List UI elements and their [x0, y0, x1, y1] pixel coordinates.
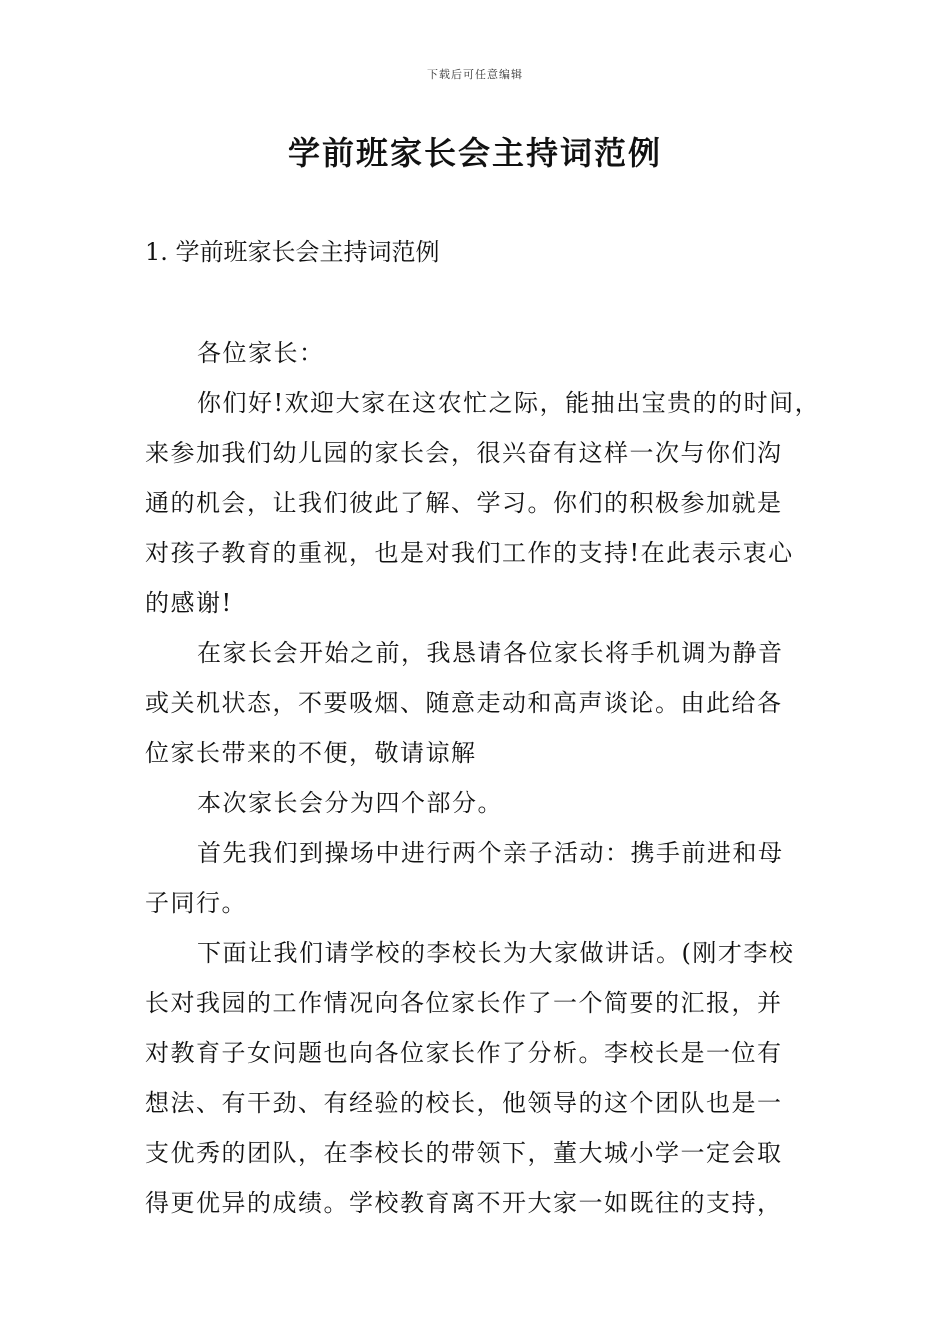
- text-line: 通的机会，让我们彼此了解、学习。你们的积极参加就是: [145, 489, 783, 517]
- text-line: 对孩子教育的重视，也是对我们工作的支持!在此表示衷心: [145, 539, 794, 567]
- text-line: 位家长带来的不便，敬请谅解: [145, 739, 477, 767]
- paragraph-activities: [145, 828, 815, 928]
- text-line: 支优秀的团队，在李校长的带领下，董大城小学一定会取: [145, 1139, 783, 1167]
- text-line: 首先我们到操场中进行两个亲子活动：携手前进和母: [197, 839, 784, 867]
- text-line: 对教育子女问题也向各位家长作了分析。李校长是一位有: [145, 1039, 783, 1067]
- text-line: 下面让我们请学校的李校长为大家做讲话。(刚才李校: [197, 939, 795, 967]
- text-line: 得更优异的成绩。学校教育离不开大家一如既往的支持，: [145, 1189, 783, 1217]
- text-line: 各位家长：: [197, 339, 325, 367]
- text-line: 本次家长会分为四个部分。: [197, 789, 503, 817]
- header-note: 下载后可任意编辑: [427, 68, 523, 81]
- text-line: 子同行。: [145, 889, 247, 917]
- section-heading: 1. 学前班家长会主持词范例: [145, 238, 440, 266]
- text-line: 或关机状态，不要吸烟、随意走动和高声谈论。由此给各: [145, 689, 783, 717]
- paragraph-agenda: [145, 778, 815, 828]
- text-line: 想法、有干劲、有经验的校长，他领导的这个团队也是一: [145, 1089, 783, 1117]
- text-line: 你们好!欢迎大家在这农忙之际，能抽出宝贵的的时间，: [197, 389, 821, 417]
- text-line: 的感谢!: [145, 589, 233, 617]
- paragraph-welcome: [145, 378, 821, 628]
- paragraph-phones: [145, 628, 815, 778]
- paragraph-principal: [145, 928, 815, 1228]
- document-body: [145, 328, 821, 1228]
- text-line: 长对我园的工作情况向各位家长作了一个简要的汇报，并: [145, 989, 783, 1017]
- text-line: 在家长会开始之前，我恳请各位家长将手机调为静音: [197, 639, 784, 667]
- text-line: 来参加我们幼儿园的家长会，很兴奋有这样一次与你们沟: [145, 439, 783, 467]
- paragraph-greeting: [145, 328, 815, 378]
- document-title: 学前班家长会主持词范例: [287, 134, 662, 172]
